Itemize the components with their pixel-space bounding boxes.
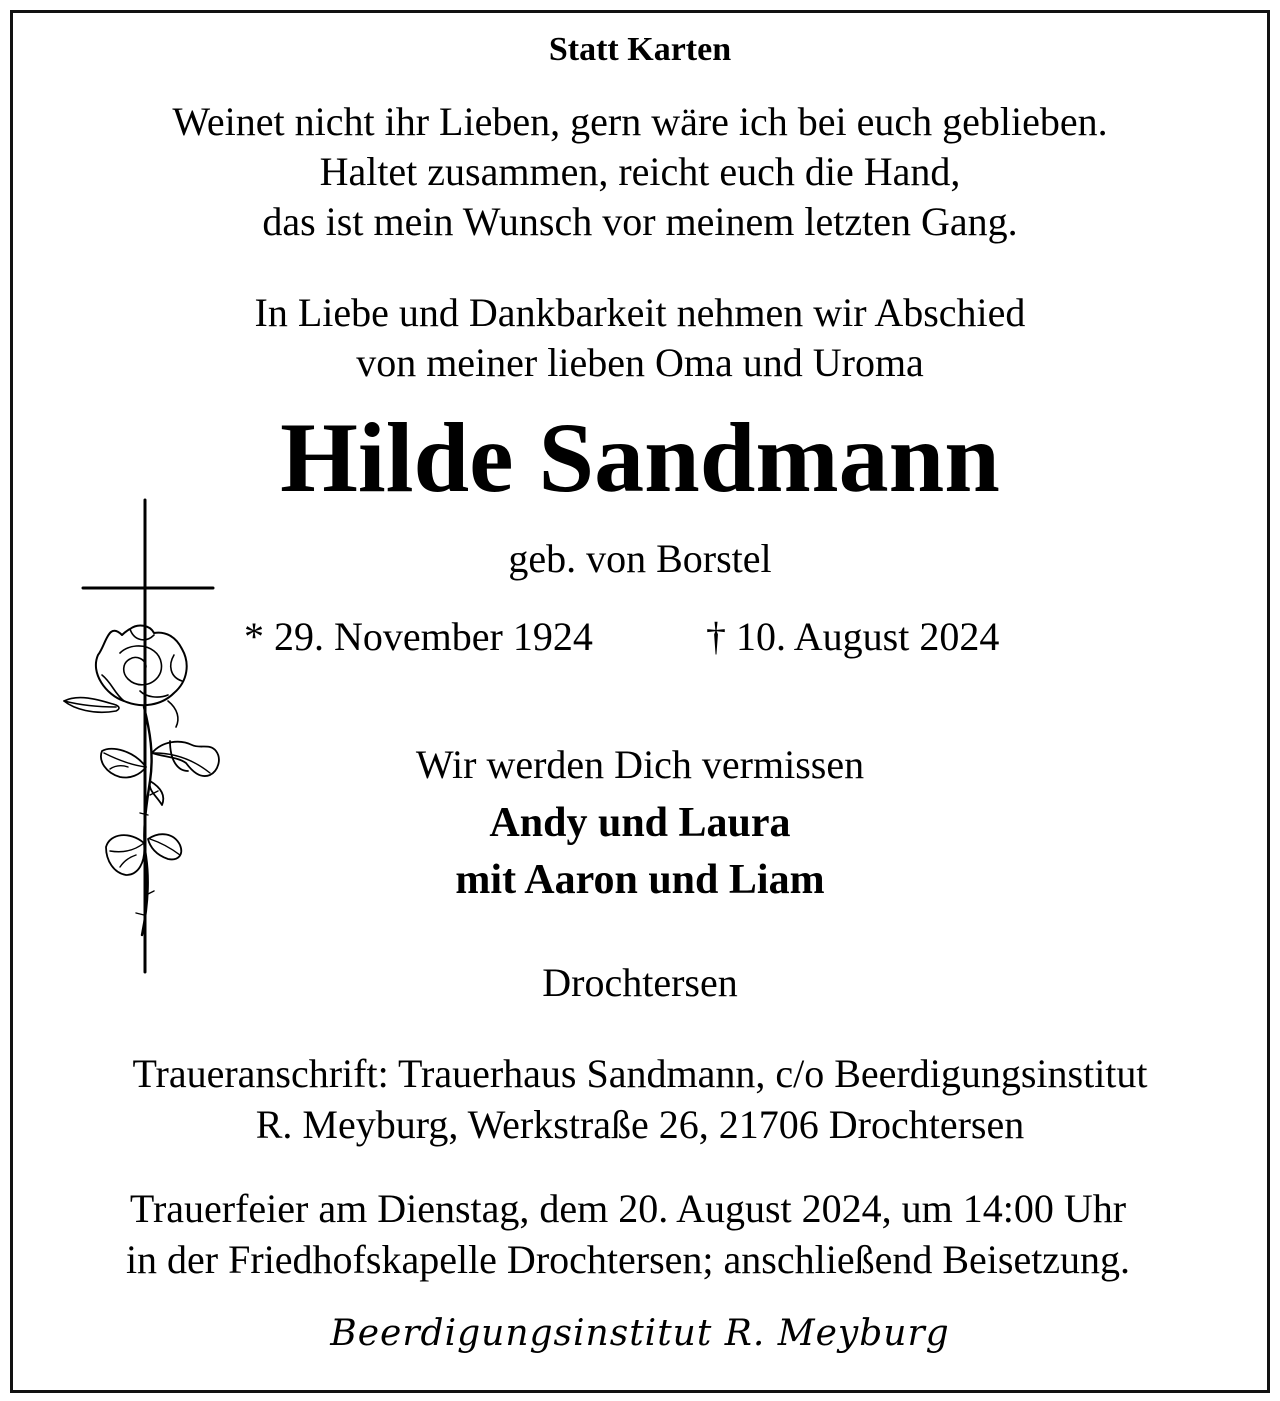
- poem-line-3: das ist mein Wunsch vor meinem letzten Gang.: [262, 199, 1018, 244]
- family-line-2: mit Aaron und Liam: [455, 857, 825, 903]
- cross-with-rose-icon: [50, 495, 230, 980]
- address-line-2: R. Meyburg, Werkstraße 26, 21706 Drochtersen: [255, 1102, 1025, 1147]
- service-line-2: in der Friedhofskapelle Drochtersen; anschließend Beisetzung.: [125, 1237, 1131, 1282]
- birth-name: geb. von Borstel: [508, 536, 772, 581]
- family-line-1: Andy und Laura: [489, 800, 791, 846]
- intro-line-1: In Liebe und Dankbarkeit nehmen wir Abschied: [254, 290, 1026, 335]
- poem-line-1: Weinet nicht ihr Lieben, gern wäre ich bei euch geblieben.: [172, 99, 1108, 144]
- service-line-1: Trauerfeier am Dienstag, dem 20. August 2024, um 14:00 Uhr: [129, 1186, 1127, 1231]
- intro-line-2: von meiner lieben Oma und Uroma: [356, 340, 924, 385]
- heading-statt-karten: Statt Karten: [548, 31, 732, 68]
- miss-line: Wir werden Dich vermissen: [415, 742, 865, 787]
- death-date: † 10. August 2024: [706, 614, 1000, 659]
- birth-date: * 29. November 1924: [244, 614, 593, 659]
- address-line-1: Traueranschrift: Trauerhaus Sandmann, c/o Beerdigungsinstitut: [132, 1051, 1148, 1096]
- deceased-name: Hilde Sandmann: [280, 402, 1000, 513]
- place-name: Drochtersen: [542, 960, 738, 1005]
- funeral-home-signature: Beerdigungsinstitut R. Meyburg: [330, 1313, 950, 1354]
- poem-line-2: Haltet zusammen, reicht euch die Hand,: [319, 149, 961, 194]
